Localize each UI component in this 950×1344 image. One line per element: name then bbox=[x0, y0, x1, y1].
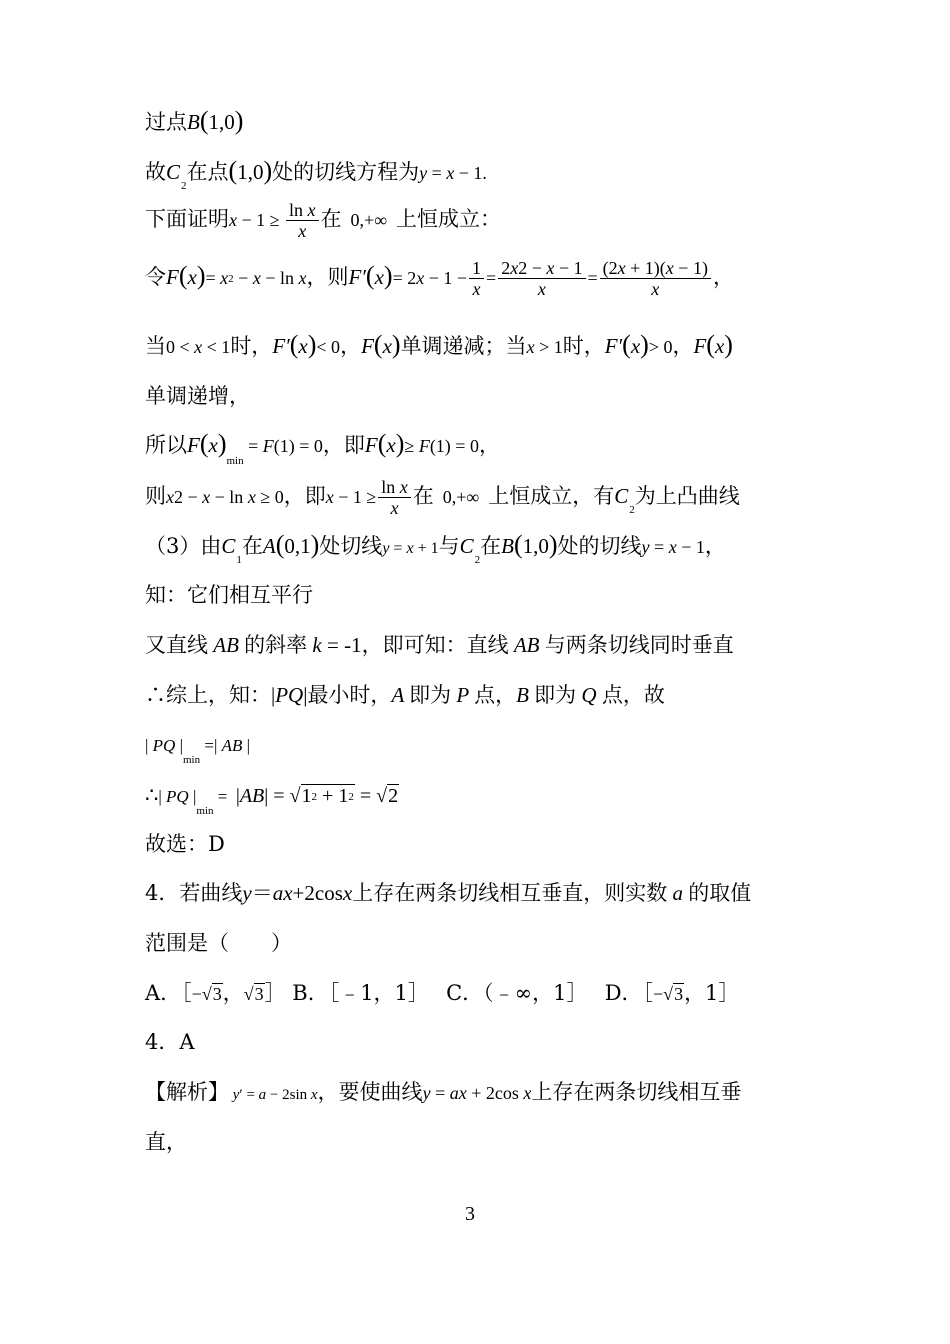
line-11: 又直线 AB 的斜率 k = -1，即可知：直线 AB 与两条切线同时垂直 bbox=[145, 633, 734, 657]
line-8: 则x2 − x − ln x ≥ 0，即x − 1 ≥ $\frac{\text{ln x}}{x}$ 在 0,+∞ 上恒成立，有$C_2$为上凸曲线 bbox=[145, 477, 740, 518]
line-4: 令F(x)= x2 − x − ln x，则F′(x)= 2x − 1 − $\frac{1}{x}$ = $\frac{2x2 - x - 1}{x}$ = $\frac{(2x + 1)(x - 1)}{x}$ ， bbox=[145, 258, 734, 299]
line-6: 单调递增， bbox=[145, 384, 250, 408]
line-14: ∴| PQ $|_{min} = |AB| = √12 + 12 = √2$ bbox=[145, 783, 399, 817]
line-12: ∴综上，知：|PQ|最小时，A 即为 P 点，B 即为 Q 点，故 bbox=[145, 683, 665, 707]
line-3: 下面证明x − 1 ≥ $\frac{\text{ln x}}{x}$ 在 0,+∞ 上恒成立： bbox=[145, 200, 502, 241]
line-9: （3）由$C_1$在A(0,1)处切线y = x + 1与$C_2$在B(1,0)处的切线y = x − 1， bbox=[145, 530, 726, 566]
line-19: 4．A bbox=[145, 1030, 195, 1054]
line-10: 知：它们相互平行 bbox=[145, 583, 313, 607]
line-2: 故$C_2$在点(1,0)处的切线方程为y = x − 1. bbox=[145, 156, 487, 192]
page-number: 3 bbox=[465, 1203, 475, 1225]
line-7: 所以$F(x)_{min} = F(1) = 0$，即F(x)≥ F(1) = 0， bbox=[145, 429, 500, 467]
line-5: 当0 < x < 1时，F′(x)< 0，F(x)单调递减；当x > 1时，F′(x)> 0，F(x) bbox=[145, 330, 733, 359]
line-13: | PQ $|_{min}$ =| AB | bbox=[145, 736, 251, 766]
line-15: 故选：D bbox=[145, 832, 225, 856]
line-17: 范围是（ ） bbox=[145, 931, 292, 955]
line-18: A．［−√3，√3］ B．［﹣1，1］ C．（﹣∞，1］ D．［−√3，1］ bbox=[145, 981, 740, 1005]
line-1: 过点B(1,0) bbox=[145, 106, 244, 135]
line-16: 4．若曲线y＝ax+2cosx上存在两条切线相互垂直，则实数 a 的取值 bbox=[145, 881, 752, 905]
line-21: 直， bbox=[145, 1130, 187, 1154]
line-20: 【解析】 y′ = a − 2sin x，要使曲线y = ax + 2cos x上存在两条切线相互垂 bbox=[145, 1080, 742, 1104]
